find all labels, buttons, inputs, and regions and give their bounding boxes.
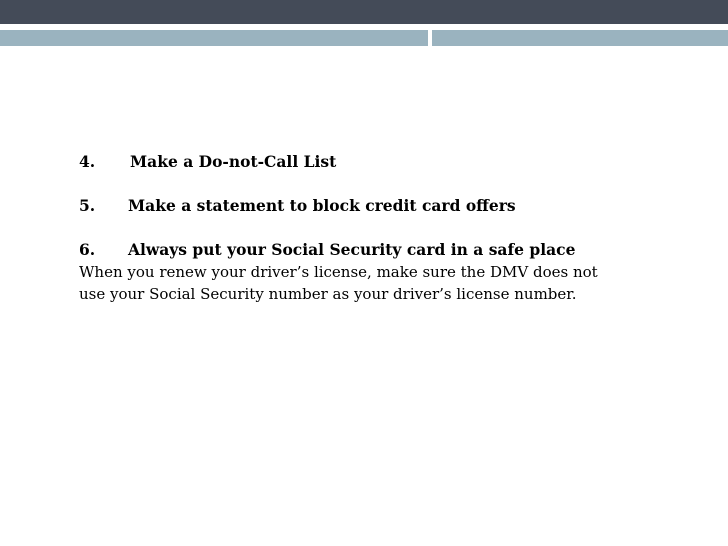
list-item-text: Always put your Social Security card in a safe place [128, 240, 576, 259]
list-item-text: Make a statement to block credit card offers [128, 196, 516, 215]
accent-bar-left [0, 30, 428, 46]
body-line: When you renew your driver’s license, make sure the DMV does not [79, 263, 598, 281]
body-line: use your Social Security number as your driver’s license number. [79, 285, 577, 303]
list-item-number: 4. [79, 152, 96, 171]
list-item [79, 152, 679, 172]
list-item [79, 196, 679, 216]
accent-bar-right [432, 30, 728, 46]
list-item-text: Make a Do-not-Call List [130, 152, 337, 171]
header-band [0, 0, 728, 24]
slide-content [79, 152, 679, 305]
list-item [79, 240, 679, 260]
body-paragraph [79, 261, 679, 305]
list-item-number: 5. [79, 196, 96, 215]
list-item-number: 6. [79, 240, 96, 259]
